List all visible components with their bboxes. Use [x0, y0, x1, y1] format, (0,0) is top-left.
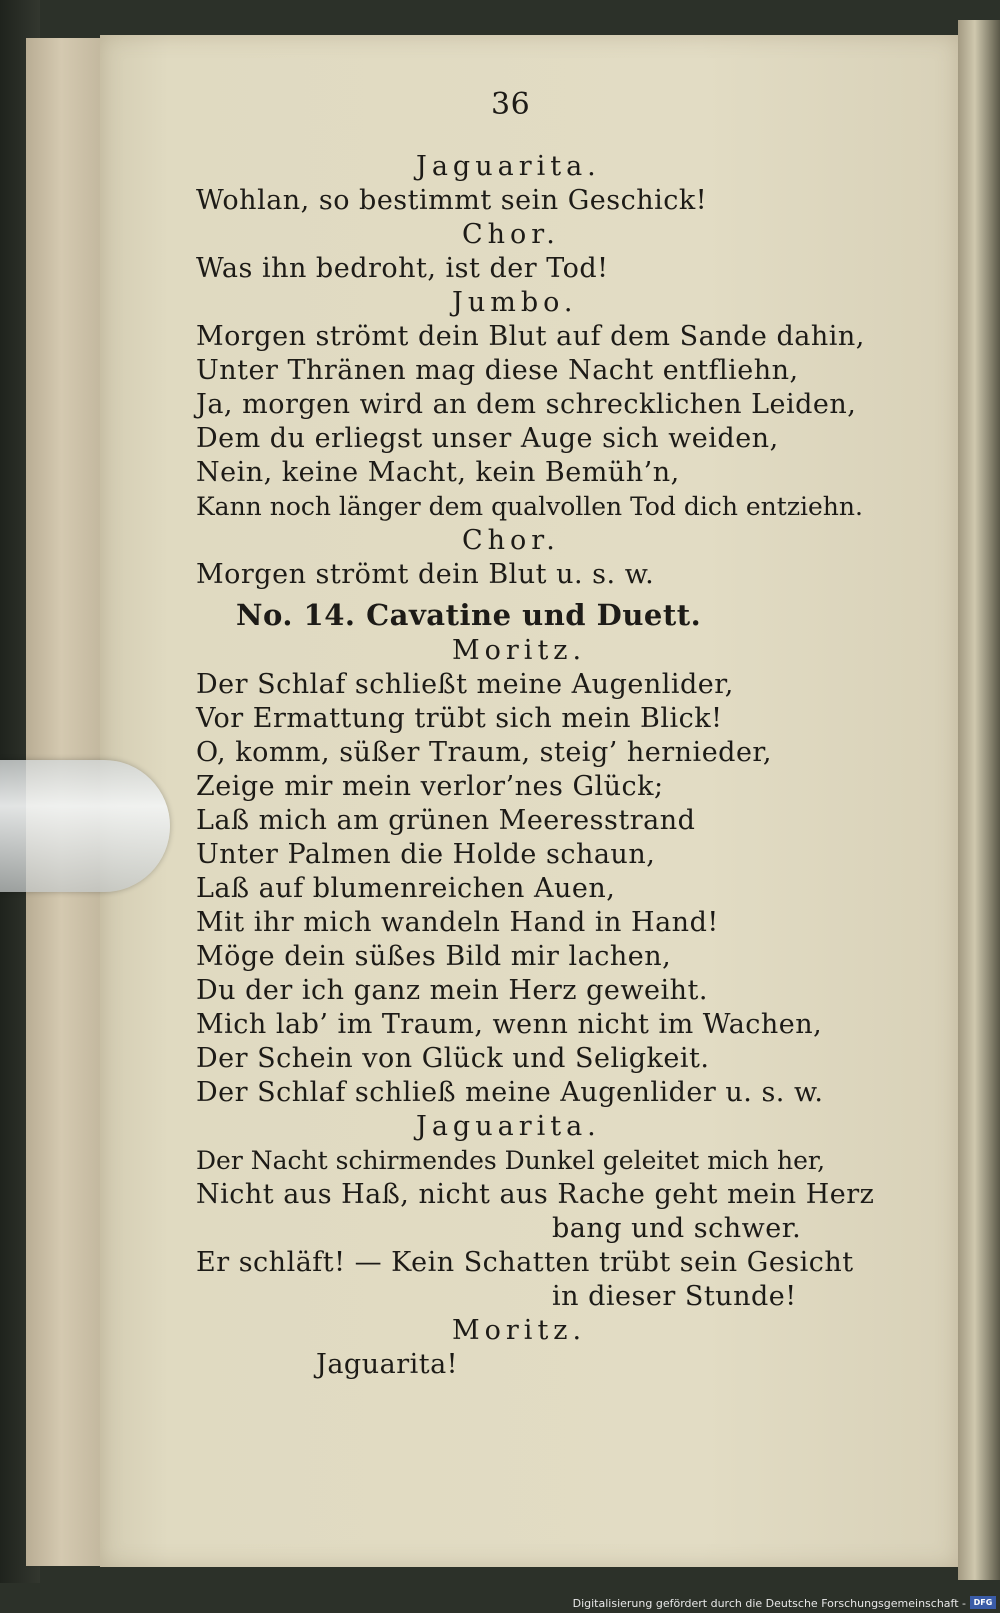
speaker-name: Moritz.: [452, 1315, 587, 1346]
verse-line: Wohlan, so bestimmt sein Geschick!: [196, 185, 708, 216]
speaker-name: Jaguarita.: [416, 1111, 601, 1142]
verse-line: Laß mich am grünen Meeresstrand: [196, 805, 696, 836]
dfg-logo: DFG: [970, 1596, 996, 1609]
facing-page-edge: [958, 20, 1000, 1580]
verse-line: Laß auf blumenreichen Auen,: [196, 873, 616, 904]
speaker-name: Jaguarita.: [416, 151, 601, 182]
verse-line: Mich lab’ im Traum, wenn nicht im Wachen,: [196, 1009, 823, 1040]
section-heading: No. 14. Cavatine und Duett.: [236, 598, 702, 632]
verse-line: Nein, keine Macht, kein Bemüh’n,: [196, 457, 680, 488]
verse-line: Was ihn bedroht, ist der Tod!: [196, 253, 609, 284]
speaker-name: Jumbo.: [452, 287, 578, 318]
verse-line: Der Schlaf schließ meine Augenlider u. s. w.: [196, 1077, 824, 1108]
verse-line: Kann noch länger dem qualvollen Tod dich entziehn.: [196, 492, 863, 521]
verse-line: O, komm, süßer Traum, steig’ hernieder,: [196, 737, 772, 768]
verse-line: Du der ich ganz mein Herz geweiht.: [196, 975, 708, 1006]
verse-line: Er schläft! — Kein Schatten trübt sein Gesicht: [196, 1247, 854, 1278]
verse-line: Jaguarita!: [316, 1349, 459, 1380]
verse-line: Vor Ermattung trübt sich mein Blick!: [196, 703, 723, 734]
speaker-name: Moritz.: [452, 635, 587, 666]
verse-line: Mit ihr mich wandeln Hand in Hand!: [196, 907, 719, 938]
verse-line: Der Schlaf schließt meine Augenlider,: [196, 669, 734, 700]
verse-line: Ja, morgen wird an dem schrecklichen Leiden,: [196, 389, 857, 420]
verse-line: Morgen strömt dein Blut auf dem Sande dahin,: [196, 321, 865, 352]
verse-line: Unter Thränen mag diese Nacht entfliehn,: [196, 355, 799, 386]
verse-line: Möge dein süßes Bild mir lachen,: [196, 941, 672, 972]
verse-line: Zeige mir mein verlor’nes Glück;: [196, 771, 664, 802]
speaker-name: Chor.: [462, 219, 560, 250]
page-holder-clip: [0, 760, 170, 892]
verse-line: Dem du erliegst unser Auge sich weiden,: [196, 423, 779, 454]
digitization-credit: Digitalisierung gefördert durch die Deutsche Forschungsgemeinschaft -: [572, 1597, 966, 1610]
speaker-name: Chor.: [462, 525, 560, 556]
verse-line-continuation: bang und schwer.: [552, 1213, 802, 1244]
verse-line-continuation: in dieser Stunde!: [552, 1281, 797, 1312]
verse-line: Nicht aus Haß, nicht aus Rache geht mein Herz: [196, 1179, 875, 1210]
verse-line: Morgen strömt dein Blut u. s. w.: [196, 559, 655, 590]
verse-line: Der Nacht schirmendes Dunkel geleitet mich her,: [196, 1146, 826, 1175]
verse-line: Der Schein von Glück und Seligkeit.: [196, 1043, 710, 1074]
page-number: 36: [491, 87, 531, 122]
verse-line: Unter Palmen die Holde schaun,: [196, 839, 656, 870]
